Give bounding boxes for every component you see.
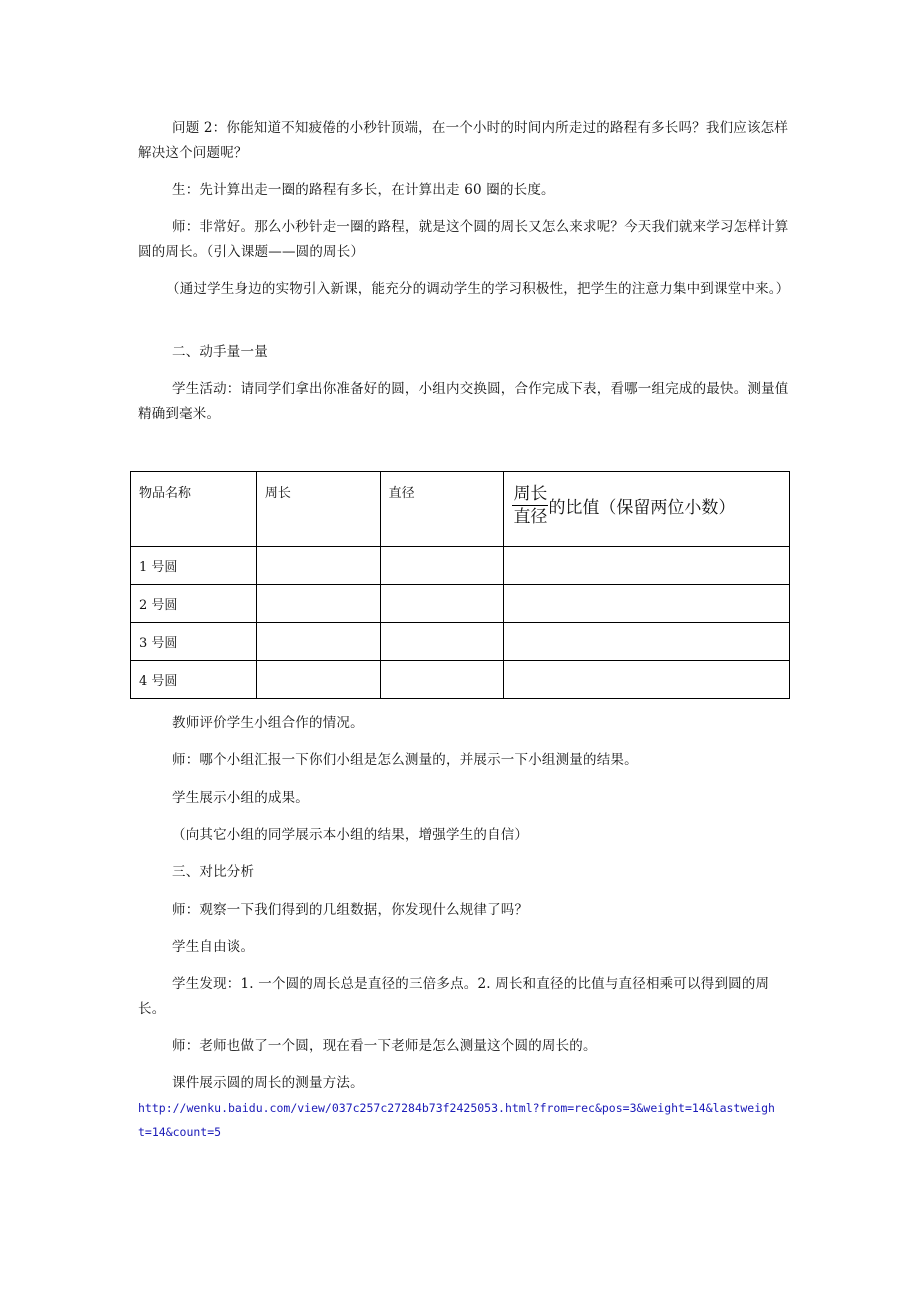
section-heading-2: 二、动手量一量 [172, 344, 268, 360]
paragraph-question-2: 问题 2：你能知道不知疲倦的小秒针顶端，在一个小时的时间内所走过的路程有多长吗？我们应该怎样解决这个问题呢？ [138, 120, 789, 161]
paragraph-note-confidence: （向其它小组的同学展示本小组的结果，增强学生的自信） [172, 827, 529, 843]
cell-diameter[interactable] [380, 547, 504, 585]
row-label: 1 号圆 [131, 547, 257, 585]
table-row [131, 585, 790, 623]
cell-ratio[interactable] [504, 585, 790, 623]
table-header-row [131, 472, 790, 547]
paragraph-teacher-demo: 师：老师也做了一个圆，现在看一下老师是怎么测量这个圆的周长的。 [172, 1038, 597, 1054]
paragraph-courseware: 课件展示圆的周长的测量方法。 [172, 1075, 364, 1091]
cell-ratio[interactable] [504, 623, 790, 661]
paragraph-student-discuss: 学生自由谈。 [172, 939, 255, 955]
cell-circumference[interactable] [256, 661, 380, 699]
cell-ratio[interactable] [504, 547, 790, 585]
paragraph-student-activity: 学生活动：请同学们拿出你准备好的圆，小组内交换圆，合作完成下表，看哪一组完成的最快。测量值精确到毫米。 [138, 381, 789, 422]
paragraph-teacher-evaluation: 教师评价学生小组合作的情况。 [172, 715, 364, 731]
cell-circumference[interactable] [256, 585, 380, 623]
header-item-name: 物品名称 [131, 472, 257, 547]
row-label: 4 号圆 [131, 661, 257, 699]
cell-diameter[interactable] [380, 661, 504, 699]
header-diameter: 直径 [380, 472, 504, 547]
header-ratio [504, 472, 790, 547]
paragraph-teacher-observe: 师：观察一下我们得到的几组数据，你发现什么规律了吗？ [172, 902, 529, 918]
fraction-numerator: 周长 [513, 484, 548, 504]
reference-link[interactable]: http://wenku.baidu.com/view/037c257c27284b73f2425053.html?from=rec&pos=3&weight=14&lastweight=14&count=5 [138, 1101, 775, 1139]
section-heading-3: 三、对比分析 [172, 864, 255, 880]
ratio-suffix: 的比值（保留两位小数） [548, 498, 736, 518]
paragraph-note-intro: （通过学生身边的实物引入新课，能充分的调动学生的学习积极性，把学生的注意力集中到课堂中来。） [166, 281, 790, 297]
header-circumference: 周长 [256, 472, 380, 547]
cell-diameter[interactable] [380, 623, 504, 661]
paragraph-student-findings: 学生发现：1. 一个圆的周长总是直径的三倍多点。2. 周长和直径的比值与直径相乘可以得到圆的周长。 [138, 976, 770, 1017]
row-label: 3 号圆 [131, 623, 257, 661]
cell-circumference[interactable] [256, 623, 380, 661]
cell-ratio[interactable] [504, 661, 790, 699]
ratio-fraction [512, 484, 548, 527]
fraction-denominator: 直径 [513, 507, 548, 527]
paragraph-teacher-request: 师：哪个小组汇报一下你们小组是怎么测量的，并展示一下小组测量的结果。 [172, 752, 638, 768]
paragraph-student-answer: 生：先计算出走一圈的路程有多长，在计算出走 60 圈的长度。 [172, 182, 555, 198]
cell-circumference[interactable] [256, 547, 380, 585]
table-row [131, 661, 790, 699]
measurement-table [130, 471, 790, 699]
paragraph-student-show: 学生展示小组的成果。 [172, 790, 309, 806]
cell-diameter[interactable] [380, 585, 504, 623]
row-label: 2 号圆 [131, 585, 257, 623]
table-row [131, 547, 790, 585]
paragraph-teacher-intro: 师：非常好。那么小秒针走一圈的路程，就是这个圆的周长又怎么来求呢？今天我们就来学习怎样计算圆的周长。（引入课题——圆的周长） [138, 219, 789, 260]
table-row [131, 623, 790, 661]
